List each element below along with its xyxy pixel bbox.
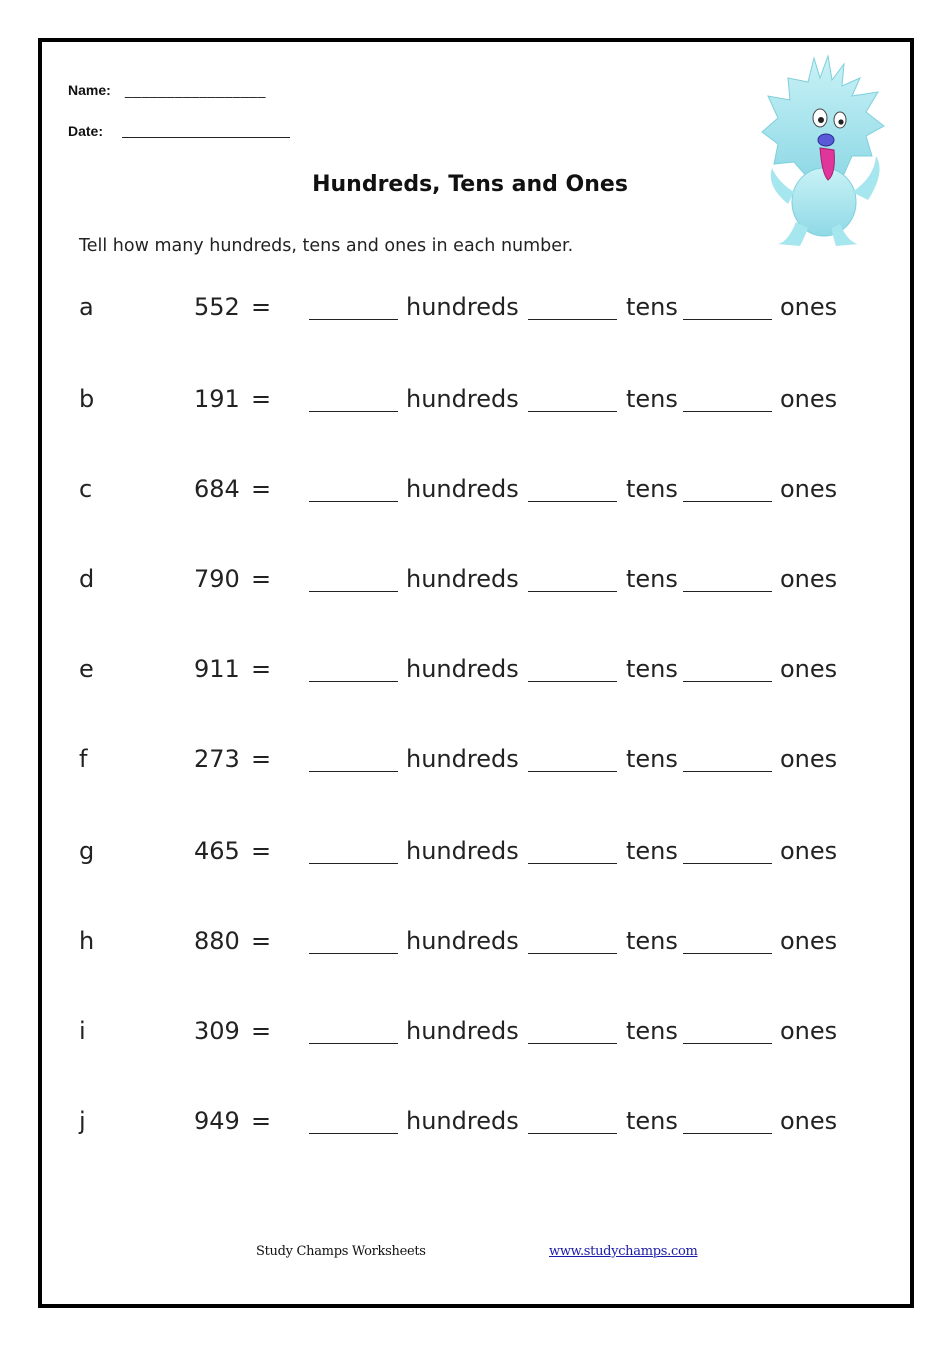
question-number: 309 bbox=[194, 1017, 240, 1045]
ones-answer-blank[interactable] bbox=[683, 1017, 772, 1044]
ones-label: ones bbox=[780, 475, 838, 503]
tens-answer-blank[interactable] bbox=[528, 837, 617, 864]
hundreds-answer-blank[interactable] bbox=[309, 293, 398, 320]
cartoon-dog-mascot-icon bbox=[748, 52, 896, 252]
hundreds-label: hundreds bbox=[406, 1017, 519, 1045]
ones-label: ones bbox=[780, 655, 838, 683]
question-number: 790 bbox=[194, 565, 240, 593]
ones-answer-blank[interactable] bbox=[683, 927, 772, 954]
question-letter: i bbox=[79, 1017, 86, 1045]
tens-label: tens bbox=[626, 565, 678, 593]
question-number: 552 bbox=[194, 293, 240, 321]
question-letter: j bbox=[79, 1107, 86, 1135]
ones-label: ones bbox=[780, 927, 838, 955]
question-letter: f bbox=[79, 745, 88, 773]
equals-sign: = bbox=[251, 837, 272, 865]
date-line bbox=[122, 137, 290, 138]
question-number: 465 bbox=[194, 837, 240, 865]
hundreds-label: hundreds bbox=[406, 565, 519, 593]
tens-answer-blank[interactable] bbox=[528, 745, 617, 772]
hundreds-answer-blank[interactable] bbox=[309, 1107, 398, 1134]
question-letter: h bbox=[79, 927, 95, 955]
tens-answer-blank[interactable] bbox=[528, 927, 617, 954]
question-letter: b bbox=[79, 385, 95, 413]
question-letter: e bbox=[79, 655, 94, 683]
question-row bbox=[0, 1107, 940, 1147]
question-letter: a bbox=[79, 293, 94, 321]
ones-label: ones bbox=[780, 293, 838, 321]
footer-website-link[interactable]: www.studychamps.com bbox=[549, 1244, 698, 1259]
footer-brand: Study Champs Worksheets bbox=[256, 1244, 426, 1259]
question-number: 949 bbox=[194, 1107, 240, 1135]
question-number: 191 bbox=[194, 385, 240, 413]
ones-label: ones bbox=[780, 385, 838, 413]
question-row bbox=[0, 1017, 940, 1057]
tens-answer-blank[interactable] bbox=[528, 475, 617, 502]
ones-label: ones bbox=[780, 1107, 838, 1135]
tens-label: tens bbox=[626, 293, 678, 321]
hundreds-label: hundreds bbox=[406, 837, 519, 865]
question-row bbox=[0, 385, 940, 425]
tens-label: tens bbox=[626, 475, 678, 503]
tens-answer-blank[interactable] bbox=[528, 1017, 617, 1044]
tens-answer-blank[interactable] bbox=[528, 293, 617, 320]
tens-label: tens bbox=[626, 385, 678, 413]
question-number: 880 bbox=[194, 927, 240, 955]
question-row bbox=[0, 745, 940, 785]
hundreds-label: hundreds bbox=[406, 927, 519, 955]
ones-answer-blank[interactable] bbox=[683, 475, 772, 502]
equals-sign: = bbox=[251, 1107, 272, 1135]
question-number: 911 bbox=[194, 655, 240, 683]
question-letter: g bbox=[79, 837, 95, 865]
equals-sign: = bbox=[251, 1017, 272, 1045]
tens-answer-blank[interactable] bbox=[528, 565, 617, 592]
tens-label: tens bbox=[626, 655, 678, 683]
tens-label: tens bbox=[626, 745, 678, 773]
hundreds-label: hundreds bbox=[406, 655, 519, 683]
equals-sign: = bbox=[251, 293, 272, 321]
name-label: Name: bbox=[68, 82, 111, 98]
hundreds-answer-blank[interactable] bbox=[309, 565, 398, 592]
equals-sign: = bbox=[251, 655, 272, 683]
equals-sign: = bbox=[251, 475, 272, 503]
hundreds-label: hundreds bbox=[406, 745, 519, 773]
hundreds-label: hundreds bbox=[406, 475, 519, 503]
question-row bbox=[0, 837, 940, 877]
question-row bbox=[0, 565, 940, 605]
hundreds-answer-blank[interactable] bbox=[309, 385, 398, 412]
tens-label: tens bbox=[626, 927, 678, 955]
question-letter: d bbox=[79, 565, 95, 593]
hundreds-answer-blank[interactable] bbox=[309, 475, 398, 502]
ones-answer-blank[interactable] bbox=[683, 565, 772, 592]
equals-sign: = bbox=[251, 385, 272, 413]
ones-answer-blank[interactable] bbox=[683, 655, 772, 682]
tens-answer-blank[interactable] bbox=[528, 655, 617, 682]
worksheet-title: Hundreds, Tens and Ones bbox=[312, 172, 628, 197]
question-row bbox=[0, 475, 940, 515]
tens-label: tens bbox=[626, 1017, 678, 1045]
ones-label: ones bbox=[780, 837, 838, 865]
ones-answer-blank[interactable] bbox=[683, 837, 772, 864]
question-row bbox=[0, 655, 940, 695]
question-row bbox=[0, 927, 940, 967]
hundreds-label: hundreds bbox=[406, 293, 519, 321]
tens-label: tens bbox=[626, 1107, 678, 1135]
equals-sign: = bbox=[251, 745, 272, 773]
ones-answer-blank[interactable] bbox=[683, 293, 772, 320]
hundreds-label: hundreds bbox=[406, 1107, 519, 1135]
question-number: 273 bbox=[194, 745, 240, 773]
ones-answer-blank[interactable] bbox=[683, 385, 772, 412]
ones-label: ones bbox=[780, 565, 838, 593]
hundreds-answer-blank[interactable] bbox=[309, 1017, 398, 1044]
question-row bbox=[0, 293, 940, 333]
name-line: _________________ bbox=[125, 82, 266, 98]
hundreds-answer-blank[interactable] bbox=[309, 745, 398, 772]
hundreds-answer-blank[interactable] bbox=[309, 927, 398, 954]
equals-sign: = bbox=[251, 927, 272, 955]
equals-sign: = bbox=[251, 565, 272, 593]
tens-answer-blank[interactable] bbox=[528, 1107, 617, 1134]
tens-label: tens bbox=[626, 837, 678, 865]
hundreds-label: hundreds bbox=[406, 385, 519, 413]
ones-answer-blank[interactable] bbox=[683, 745, 772, 772]
hundreds-answer-blank[interactable] bbox=[309, 837, 398, 864]
instruction-text: Tell how many hundreds, tens and ones in each number. bbox=[79, 236, 574, 256]
hundreds-answer-blank[interactable] bbox=[309, 655, 398, 682]
tens-answer-blank[interactable] bbox=[528, 385, 617, 412]
question-number: 684 bbox=[194, 475, 240, 503]
ones-label: ones bbox=[780, 745, 838, 773]
question-letter: c bbox=[79, 475, 93, 503]
ones-answer-blank[interactable] bbox=[683, 1107, 772, 1134]
ones-label: ones bbox=[780, 1017, 838, 1045]
date-label: Date: bbox=[68, 123, 104, 139]
